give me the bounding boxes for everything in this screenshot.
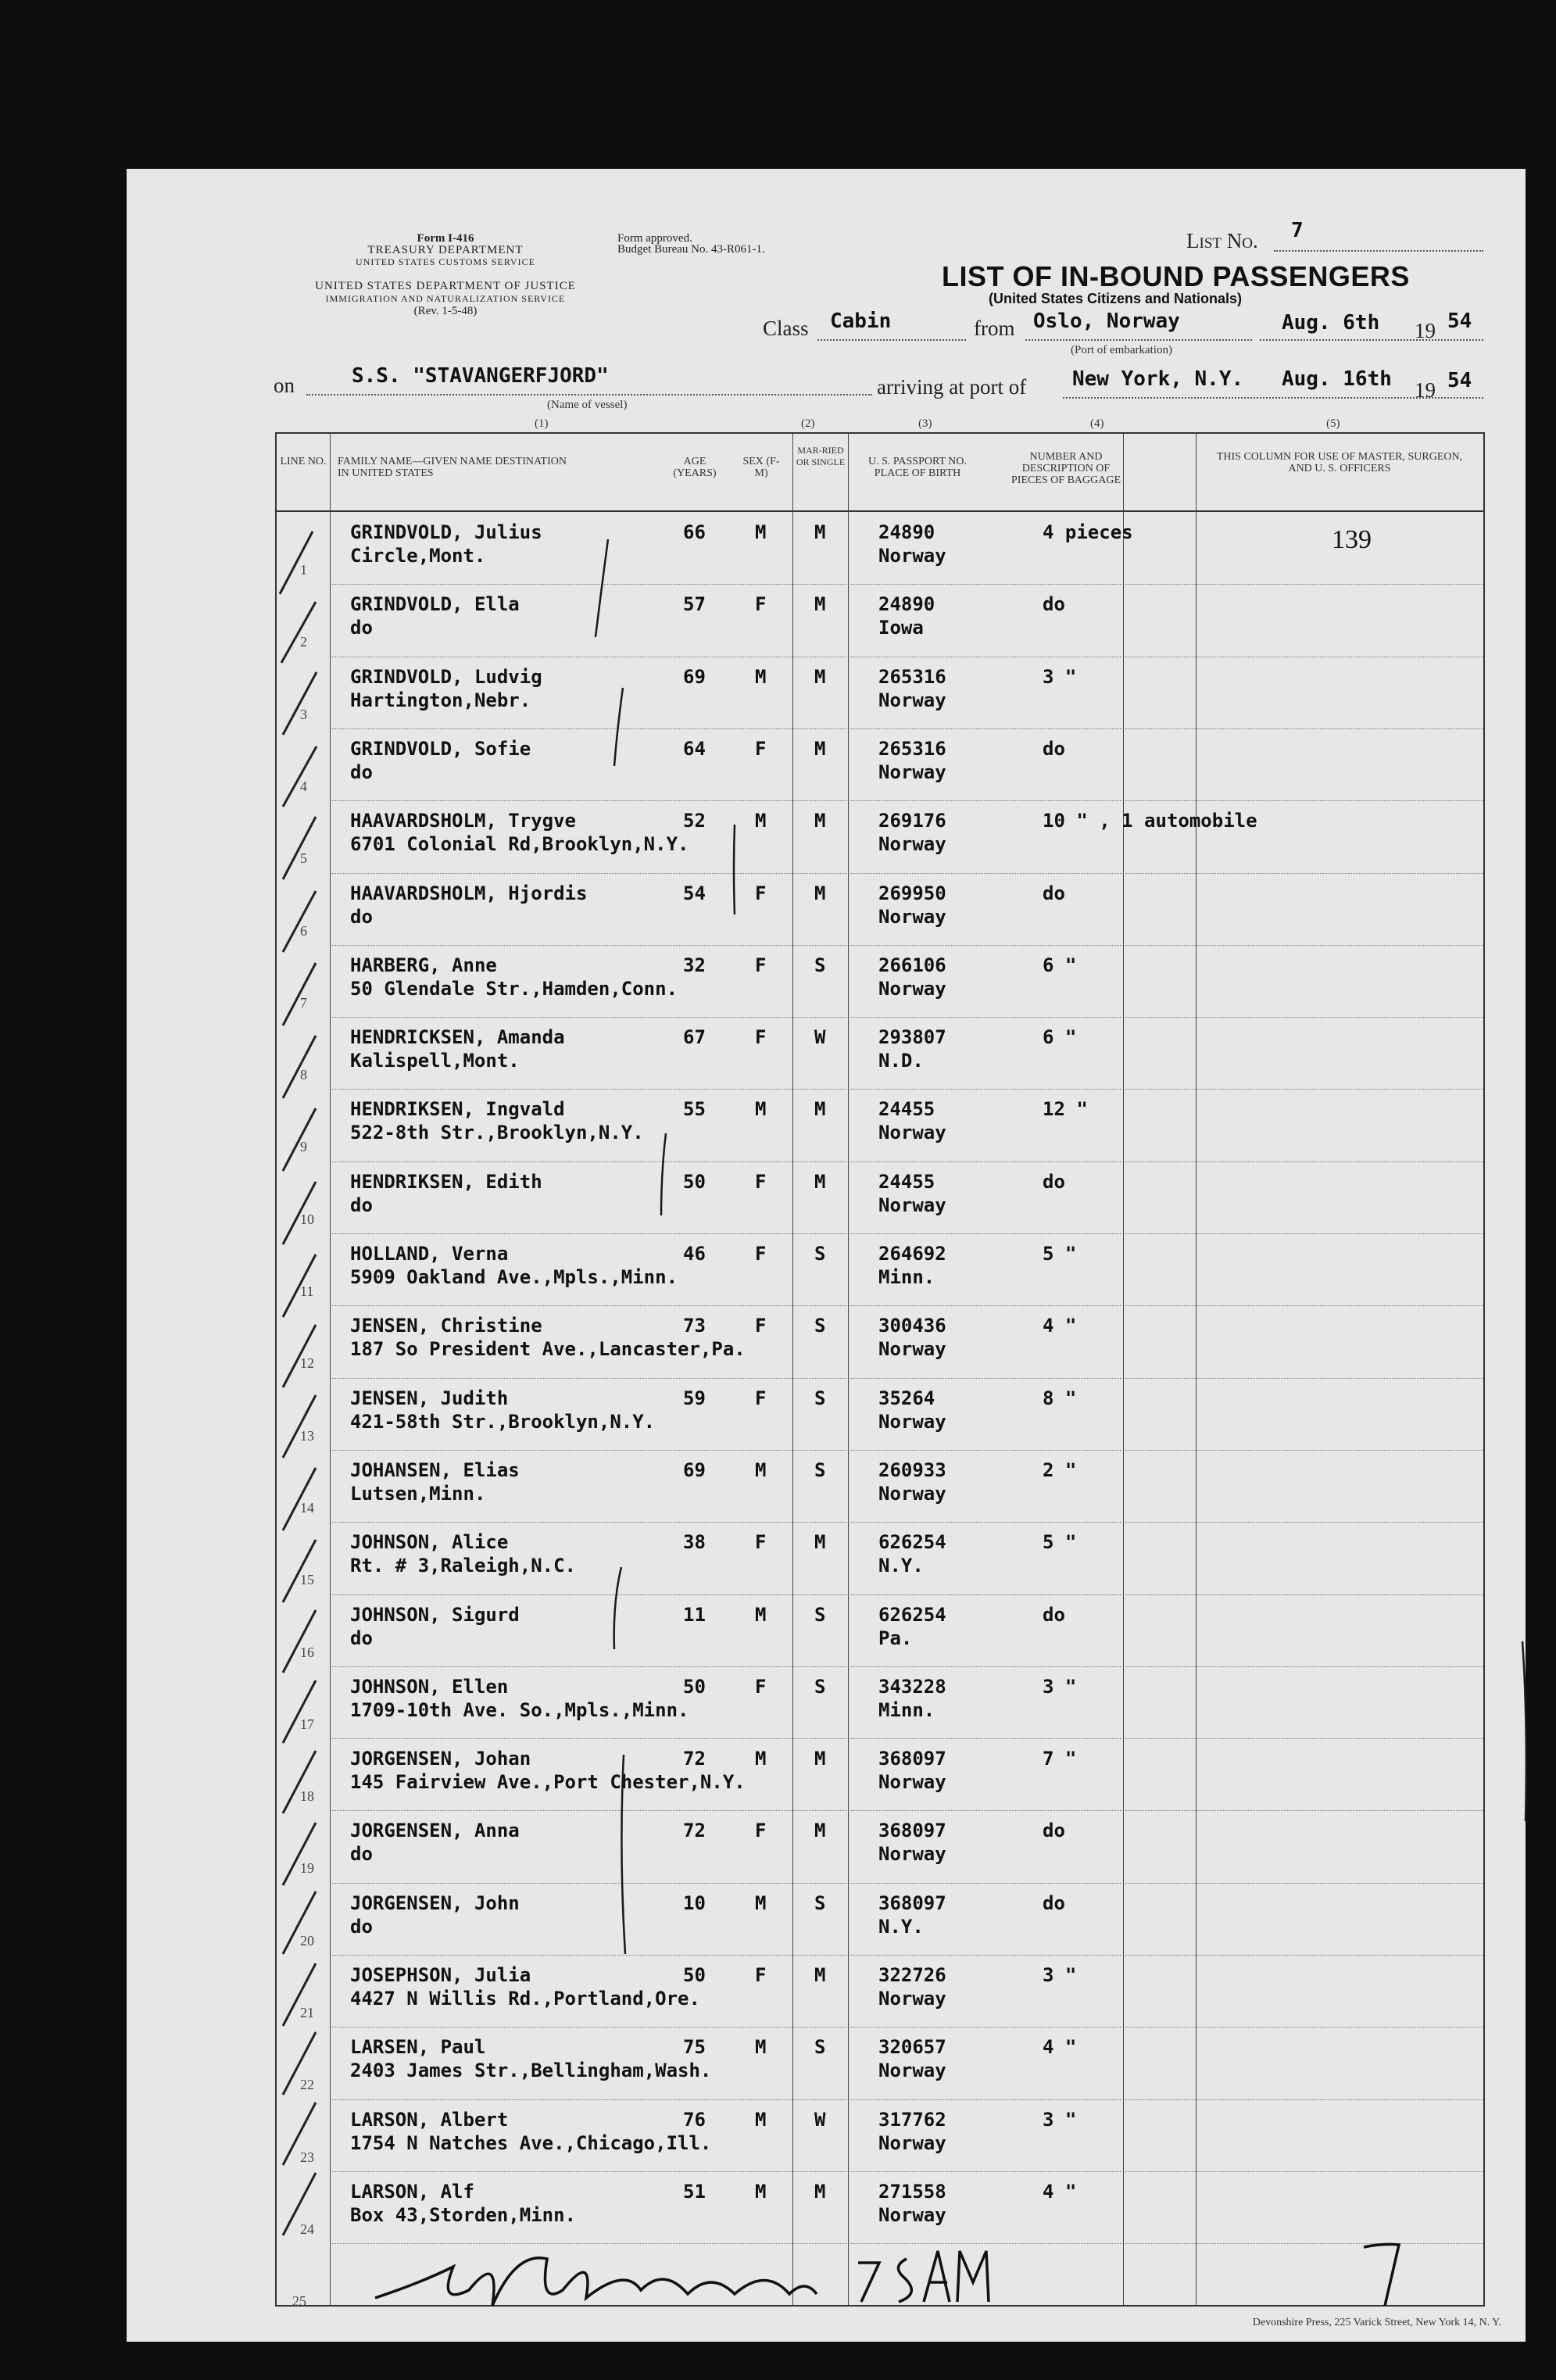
ins-service: IMMIGRATION AND NATURALIZATION SERVICE [325,293,566,304]
baggage: do [1043,1891,1065,1914]
baggage: do [1043,1603,1065,1626]
class-value: Cabin [830,310,892,333]
arrival-port: New York, N.Y. [1072,367,1244,391]
passport-number: 24455 [878,1098,935,1121]
place-of-birth: Norway [878,1410,946,1433]
line-number: 19 [300,1860,314,1877]
signature-handwriting [375,2244,1399,2306]
destination: 5909 Oakland Ave.,Mpls.,Minn. [350,1266,678,1288]
list-no-label: List No. [1186,229,1258,252]
header-baggage: NUMBER AND DESCRIPTION OF PIECES OF BAGGAGE [1011,451,1121,486]
sex: M [755,2180,767,2203]
line-number: 20 [300,1932,314,1949]
sex: M [755,665,767,688]
marital-status: S [814,1675,826,1698]
marital-status: M [814,521,826,543]
place-of-birth: Norway [878,2131,946,2154]
passenger-name: JORGENSEN, Anna [350,1820,520,1842]
passport-number: 35264 [878,1387,935,1409]
customs-service: UNITED STATES CUSTOMS SERVICE [356,256,535,267]
arrival-year-prefix: 19 [1415,378,1436,402]
baggage: do [1043,593,1065,616]
line-number: 3 [300,706,307,722]
destination: Rt. # 3,Raleigh,N.C. [350,1555,576,1577]
age: 55 [683,1098,706,1121]
passenger-name: HOLLAND, Verna [350,1243,509,1265]
age: 76 [683,2108,706,2131]
marital-status: M [814,1748,826,1770]
from-label: from [974,317,1015,340]
passport-number: 24455 [878,1170,935,1193]
age: 67 [683,1026,706,1049]
age: 73 [683,1315,706,1337]
passport-number: 24890 [878,521,935,543]
page-title: LIST OF IN-BOUND PASSENGERS [942,260,1410,292]
passenger-name: JOHNSON, Ellen [350,1675,509,1698]
line-number: 4 [300,778,307,794]
on-label: on [274,374,295,397]
form-approved: Form approved. [617,232,692,245]
marital-status: M [814,1098,826,1121]
printer-footer: Devonshire Press, 225 Varick Street, New York 14, N. Y. [1252,2317,1501,2328]
baggage: 5 " [1043,1243,1077,1265]
destination: 145 Fairview Ave.,Port Chester,N.Y. [350,1771,746,1794]
destination: 2403 James Str.,Bellingham,Wash. [350,2060,712,2082]
place-of-birth: Norway [878,1482,946,1505]
destination: do [350,905,373,928]
bracket-marks [596,539,1526,1954]
baggage: 5 " [1043,1531,1077,1554]
sex: F [755,1243,767,1265]
passport-number: 320657 [878,2036,946,2059]
line-number: 7 [300,994,307,1011]
passenger-name: JORGENSEN, Johan [350,1748,531,1770]
marital-status: S [814,954,826,976]
passport-number: 317762 [878,2108,946,2131]
line-number: 1 [300,562,307,578]
header-line-no: LINE NO. [280,456,327,467]
place-of-birth: Norway [878,905,946,928]
passenger-name: HENDRICKSEN, Amanda [350,1026,565,1049]
passenger-name: GRINDVOLD, Julius [350,521,542,543]
passenger-name: LARSON, Alf [350,2180,474,2203]
passenger-name: JOHNSON, Alice [350,1531,509,1554]
baggage: 4 " [1043,2180,1077,2203]
sex: M [755,2036,767,2059]
header-name: FAMILY NAME—GIVEN NAME DESTINATION IN UNITED STATES [338,456,567,479]
place-of-birth: Norway [878,2203,946,2226]
passenger-name: HENDRIKSEN, Edith [350,1170,542,1193]
line-number: 12 [300,1355,314,1372]
sex: F [755,954,767,976]
baggage: 4 " [1043,2036,1077,2059]
sex: F [755,882,767,904]
baggage: 4 pieces [1043,521,1133,543]
age: 52 [683,810,706,832]
destination: 1754 N Natches Ave.,Chicago,Ill. [350,2131,712,2154]
passenger-name: LARSON, Albert [350,2108,509,2131]
line-number: 5 [300,850,307,867]
col-num-2: (2) [801,417,815,430]
marital-status: S [814,1387,826,1409]
from-value: Oslo, Norway [1033,310,1180,333]
baggage: 12 " [1043,1098,1088,1121]
col-num-3: (3) [918,417,932,430]
line-number: 2 [300,634,307,650]
embark-date: Aug. 6th [1282,311,1380,335]
marital-status: M [814,810,826,832]
age: 51 [683,2180,706,2203]
place-of-birth: Norway [878,1988,946,2010]
sex: F [755,1387,767,1409]
line-number: 18 [300,1788,314,1805]
passport-number: 300436 [878,1315,946,1337]
place-of-birth: N.D. [878,1050,924,1072]
line-number: 24 [300,2221,314,2237]
marital-status: M [814,2180,826,2203]
place-of-birth: Norway [878,1338,946,1361]
passport-number: 368097 [878,1891,946,1914]
line-number: 17 [300,1716,314,1732]
officer-note: 139 [1332,525,1372,554]
list-no-value: 7 [1291,219,1304,242]
marital-status: M [814,882,826,904]
place-of-birth: Norway [878,833,946,856]
marital-status: M [814,1964,826,1986]
passport-number: 265316 [878,665,946,688]
place-of-birth: N.Y. [878,1555,924,1577]
place-of-birth: Minn. [878,1698,935,1721]
destination: do [350,1627,373,1649]
passport-number: 368097 [878,1748,946,1770]
line-number: 9 [300,1139,307,1155]
vessel-caption: (Name of vessel) [547,399,628,411]
passenger-name: GRINDVOLD, Sofie [350,737,531,760]
justice-dept: UNITED STATES DEPARTMENT OF JUSTICE [315,280,576,292]
sex: F [755,1315,767,1337]
passport-number: 343228 [878,1675,946,1698]
marital-status: W [814,2108,826,2131]
line-number: 11 [300,1283,314,1299]
line-number: 8 [300,1067,307,1083]
destination: Lutsen,Minn. [350,1482,486,1505]
baggage: 8 " [1043,1387,1077,1409]
age: 50 [683,1170,706,1193]
baggage: 3 " [1043,665,1077,688]
destination: do [350,761,373,783]
destination: Kalispell,Mont. [350,1050,520,1072]
sex: M [755,1098,767,1121]
destination: do [350,1194,373,1216]
line-number: 15 [300,1572,314,1588]
place-of-birth: Norway [878,1194,946,1216]
place-of-birth: Norway [878,761,946,783]
age: 10 [683,1891,706,1914]
passenger-name: JOHANSEN, Elias [350,1458,520,1481]
baggage: 3 " [1043,2108,1077,2131]
destination: Box 43,Storden,Minn. [350,2203,576,2226]
sex: M [755,1748,767,1770]
destination: do [350,1843,373,1866]
baggage: do [1043,737,1065,760]
age: 50 [683,1964,706,1986]
place-of-birth: Norway [878,545,946,567]
line-ticks [280,531,317,2235]
passport-number: 260933 [878,1458,946,1481]
destination: 522-8th Str.,Brooklyn,N.Y. [350,1122,644,1144]
destination: 421-58th Str.,Brooklyn,N.Y. [350,1410,656,1433]
marital-status: M [814,593,826,616]
place-of-birth: Pa. [878,1627,913,1649]
destination: 50 Glendale Str.,Hamden,Conn. [350,977,678,1000]
baggage: 4 " [1043,1315,1077,1337]
header-age: AGE (YEARS) [673,456,717,479]
marital-status: S [814,1891,826,1914]
baggage: 6 " [1043,1026,1077,1049]
destination: 4427 N Willis Rd.,Portland,Ore. [350,1988,700,2010]
passport-number: 269950 [878,882,946,904]
vessel-name: S.S. "STAVANGERFJORD" [352,364,609,388]
marital-status: S [814,2036,826,2059]
sex: F [755,1964,767,1986]
baggage: 10 " , 1 automobile [1043,810,1257,832]
line-number: 6 [300,922,307,939]
line-number: 13 [300,1427,314,1444]
place-of-birth: Norway [878,1843,946,1866]
baggage: do [1043,1170,1065,1193]
place-of-birth: Norway [878,977,946,1000]
baggage: 3 " [1043,1964,1077,1986]
sex: M [755,1891,767,1914]
sex: M [755,521,767,543]
place-of-birth: Norway [878,2060,946,2082]
sex: M [755,1458,767,1481]
marital-status: M [814,737,826,760]
line-number: 21 [300,2005,314,2020]
age: 72 [683,1748,706,1770]
form-number: Form I-416 [417,232,474,245]
line-number: 23 [300,2149,314,2165]
place-of-birth: N.Y. [878,1915,924,1938]
sex: F [755,1675,767,1698]
baggage: do [1043,1820,1065,1842]
passenger-name: HARBERG, Anne [350,954,497,976]
passenger-name: JORGENSEN, John [350,1891,520,1914]
passenger-name: HAAVARDSHOLM, Hjordis [350,882,588,904]
destination: do [350,1915,373,1938]
baggage: do [1043,882,1065,904]
form-revision: (Rev. 1-5-48) [413,305,478,317]
class-label: Class [763,317,809,340]
place-of-birth: Norway [878,1771,946,1794]
marital-status: S [814,1458,826,1481]
place-of-birth: Iowa [878,617,924,639]
baggage: 7 " [1043,1748,1077,1770]
sex: F [755,1531,767,1554]
passport-number: 368097 [878,1820,946,1842]
passenger-name: JOHNSON, Sigurd [350,1603,520,1626]
line-number: 25 [292,2293,306,2310]
baggage: 3 " [1043,1675,1077,1698]
age: 50 [683,1675,706,1698]
passenger-name: HAAVARDSHOLM, Trygve [350,810,576,832]
destination: do [350,617,373,639]
sex: F [755,737,767,760]
baggage: 6 " [1043,954,1077,976]
arrival-date: Aug. 16th [1282,367,1392,391]
sex: F [755,1820,767,1842]
header-married: MAR-RIED OR SINGLE [796,445,846,467]
age: 32 [683,954,706,976]
line-number: 22 [300,2077,314,2093]
passenger-name: JENSEN, Judith [350,1387,509,1409]
destination: 1709-10th Ave. So.,Mpls.,Minn. [350,1698,689,1721]
marital-status: S [814,1603,826,1626]
passport-number: 265316 [878,737,946,760]
passport-number: 626254 [878,1531,946,1554]
passenger-name: GRINDVOLD, Ludvig [350,665,542,688]
line-number: 10 [300,1211,314,1227]
passenger-name: HENDRIKSEN, Ingvald [350,1098,565,1121]
header-officers: THIS COLUMN FOR USE OF MASTER, SURGEON, AND U. S. OFFICERS [1216,451,1463,474]
place-of-birth: Minn. [878,1266,935,1288]
line-number: 16 [300,1644,314,1660]
passenger-name: JENSEN, Christine [350,1315,542,1337]
treasury-dept: TREASURY DEPARTMENT [367,244,524,256]
embark-year: 54 [1447,310,1472,333]
embark-year-prefix: 19 [1415,319,1436,342]
marital-status: M [814,1531,826,1554]
age: 46 [683,1243,706,1265]
arriving-label: arriving at port of [877,375,1027,399]
passenger-name: GRINDVOLD, Ella [350,593,520,616]
passport-number: 271558 [878,2180,946,2203]
passport-number: 626254 [878,1603,946,1626]
page-subtitle: (United States Citizens and Nationals) [989,291,1243,306]
destination: Hartington,Nebr. [350,689,531,711]
sex: F [755,1026,767,1049]
sex: M [755,1603,767,1626]
passport-number: 24890 [878,593,935,616]
marital-status: S [814,1243,826,1265]
age: 54 [683,882,706,904]
port-embarkation-caption: (Port of embarkation) [1071,344,1172,356]
col-num-5: (5) [1326,417,1340,430]
passenger-name: JOSEPHSON, Julia [350,1964,531,1986]
sex: F [755,1170,767,1193]
destination: 6701 Colonial Rd,Brooklyn,N.Y. [350,833,689,856]
marital-status: M [814,1820,826,1842]
destination: Circle,Mont. [350,545,486,567]
age: 64 [683,737,706,760]
budget-bureau: Budget Bureau No. 43-R061-1. [617,243,765,256]
marital-status: W [814,1026,826,1049]
header-sex: SEX (F-M) [742,456,780,479]
place-of-birth: Norway [878,689,946,711]
passport-number: 293807 [878,1026,946,1049]
baggage: 2 " [1043,1458,1077,1481]
age: 69 [683,665,706,688]
passport-number: 269176 [878,810,946,832]
passenger-name: LARSEN, Paul [350,2036,486,2059]
age: 11 [683,1603,706,1626]
marital-status: M [814,1170,826,1193]
col-num-4: (4) [1090,417,1104,430]
destination: 187 So President Ave.,Lancaster,Pa. [350,1338,746,1361]
header-passport: U. S. PASSPORT NO. PLACE OF BIRTH [868,456,967,479]
sex: M [755,2108,767,2131]
arrival-year: 54 [1447,369,1472,392]
age: 57 [683,593,706,616]
col-num-1: (1) [535,417,549,430]
age: 69 [683,1458,706,1481]
place-of-birth: Norway [878,1122,946,1144]
marital-status: S [814,1315,826,1337]
age: 75 [683,2036,706,2059]
sex: M [755,810,767,832]
age: 59 [683,1387,706,1409]
passport-number: 322726 [878,1964,946,1986]
line-number: 14 [300,1499,314,1516]
passport-number: 264692 [878,1243,946,1265]
sex: F [755,593,767,616]
passport-number: 266106 [878,954,946,976]
age: 38 [683,1531,706,1554]
age: 72 [683,1820,706,1842]
marital-status: M [814,665,826,688]
age: 66 [683,521,706,543]
